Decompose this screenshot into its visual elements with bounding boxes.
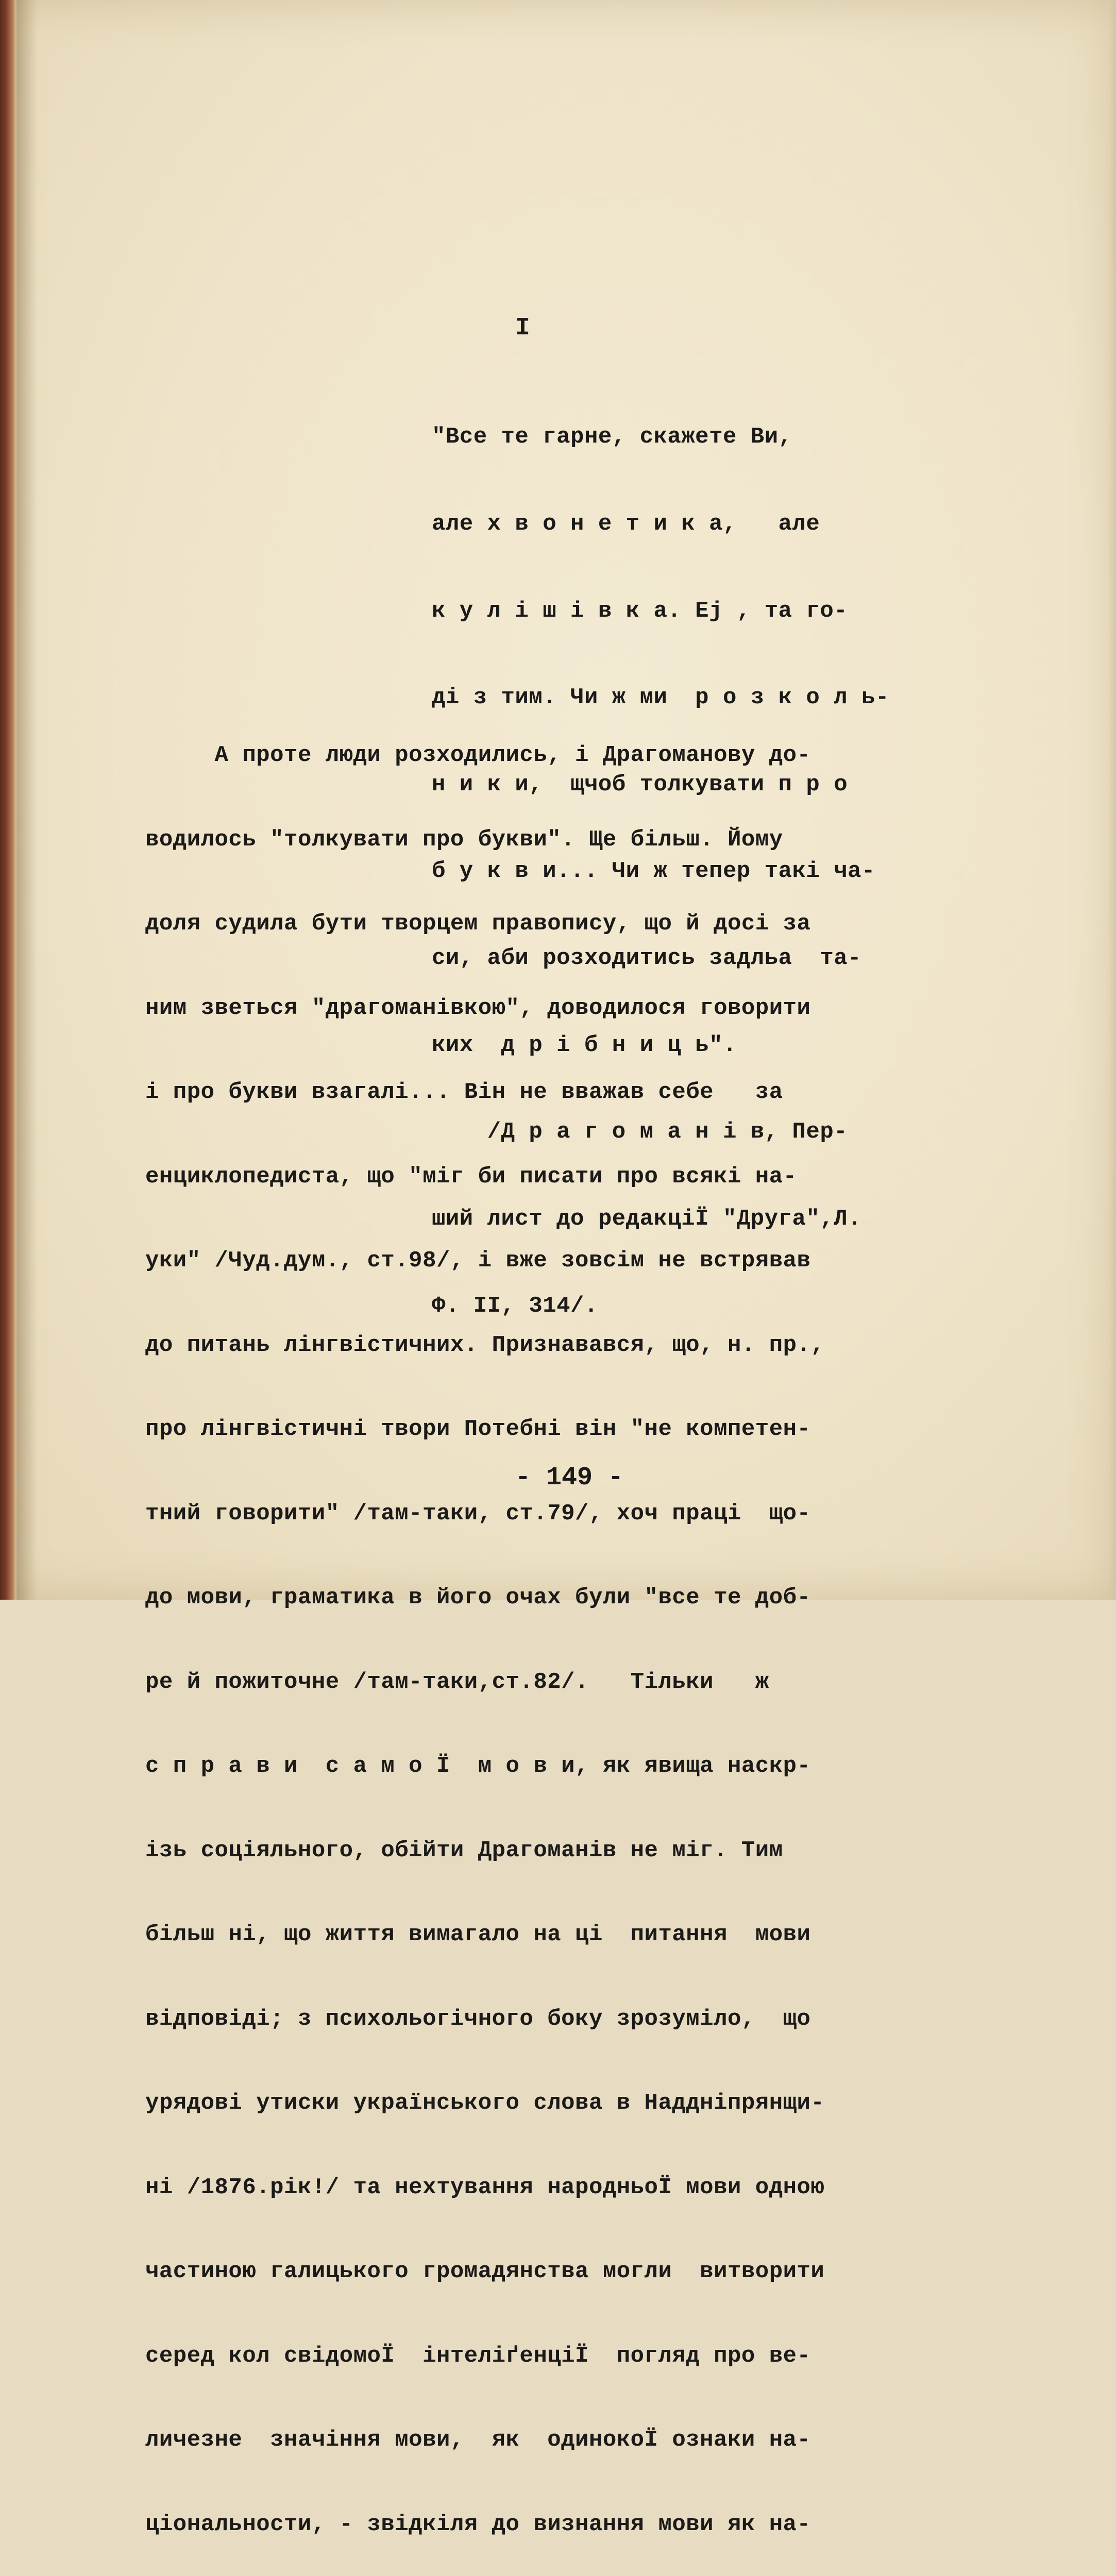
body-line: про лінгвістичні твори Потебні він "не компетен- [145, 1416, 811, 1442]
body-line: личезне значіння мови, як одинокоÏ ознаки на- [145, 2427, 811, 2453]
page-edge [1109, 0, 1116, 1600]
body-line: водилось "толкувати про букви". Ще більш. Йому [145, 826, 783, 853]
epigraph-line: н и к и, щчоб толкувати п р о [432, 771, 848, 798]
spine-shadow [16, 0, 37, 1600]
body-line: серед кол свідомоÏ інтеліґенціÏ погляд про ве- [145, 2343, 811, 2369]
body-line: відповіді; з психольогічного боку зрозуміло, що [145, 2006, 811, 2032]
body-line: тний говорити" /там-таки, ст.79/, хоч праці що- [145, 1500, 811, 1527]
body-line: до питань лінгвістичних. Признавався, що, н. пр., [145, 1332, 825, 1358]
epigraph-line: ді з тим. Чи ж ми р о з к о л ь- [432, 685, 889, 711]
body-text [145, 685, 980, 2576]
body-line: ізь соціяльного, обійти Драгоманів не міг. Тим [145, 1837, 783, 1863]
epigraph-citation: ший лист до редакціÏ "Друга",Л. [432, 1206, 862, 1232]
body-line: і про букви взагалі... Він не вважав себе за [145, 1079, 783, 1105]
body-line: ре й пожиточне /там-таки,ст.82/. Тільки ж [145, 1669, 769, 1695]
body-line: ні /1876.рік!/ та нехтування народньоÏ мови одною [145, 2174, 825, 2200]
section-number: I [515, 314, 530, 342]
body-line: більш ні, що життя вимагало на ці питання мови [145, 1922, 811, 1947]
epigraph-line: "Все те гарне, скажете Ви, [432, 424, 792, 450]
body-line: урядові утиски українського слова в Наддніпрянщи- [145, 2090, 825, 2116]
epigraph-line: б у к в и... Чи ж тепер такі ча- [432, 858, 875, 885]
body-line: ціональности, - звідкіля до визнання мови як на- [145, 2511, 811, 2537]
body-line: с п р а в и с а м о Ï м о в и, як явища наскр- [145, 1753, 811, 1779]
body-line: до мови, граматика в його очах були "все те доб- [145, 1585, 811, 1611]
body-line: уки" /Чуд.дум., ст.98/, і вже зовсім не встрявав [145, 1248, 811, 1274]
body-line: доля судила бути творцем правопису, що й досі за [145, 911, 811, 937]
epigraph-citation: /Д р а г о м а н і в, Пер- [432, 1119, 848, 1145]
body-line: енциклопедиста, що "міг би писати про всякі на- [145, 1163, 797, 1190]
page-number: - 149 - [515, 1463, 624, 1493]
epigraph-line: ких д р і б н и ц ь". [432, 1032, 737, 1058]
body-line: А проте люди розходились, і Драгоманову до- [145, 742, 811, 768]
epigraph-line: к у л і ш і в к а. Ej , та го- [432, 598, 848, 624]
book-binding [0, 0, 16, 1600]
epigraph-line: си, аби розходитись задльа та- [432, 945, 862, 972]
body-line: частиною галицького громадянства могли витворити [145, 2259, 825, 2284]
body-line: ним зветься "драгоманівкою", доводилося говорити [145, 995, 811, 1021]
epigraph-line: але х в о н е т и к а, але [432, 511, 820, 537]
epigraph-citation: Ф. II, 314/. [432, 1293, 598, 1319]
